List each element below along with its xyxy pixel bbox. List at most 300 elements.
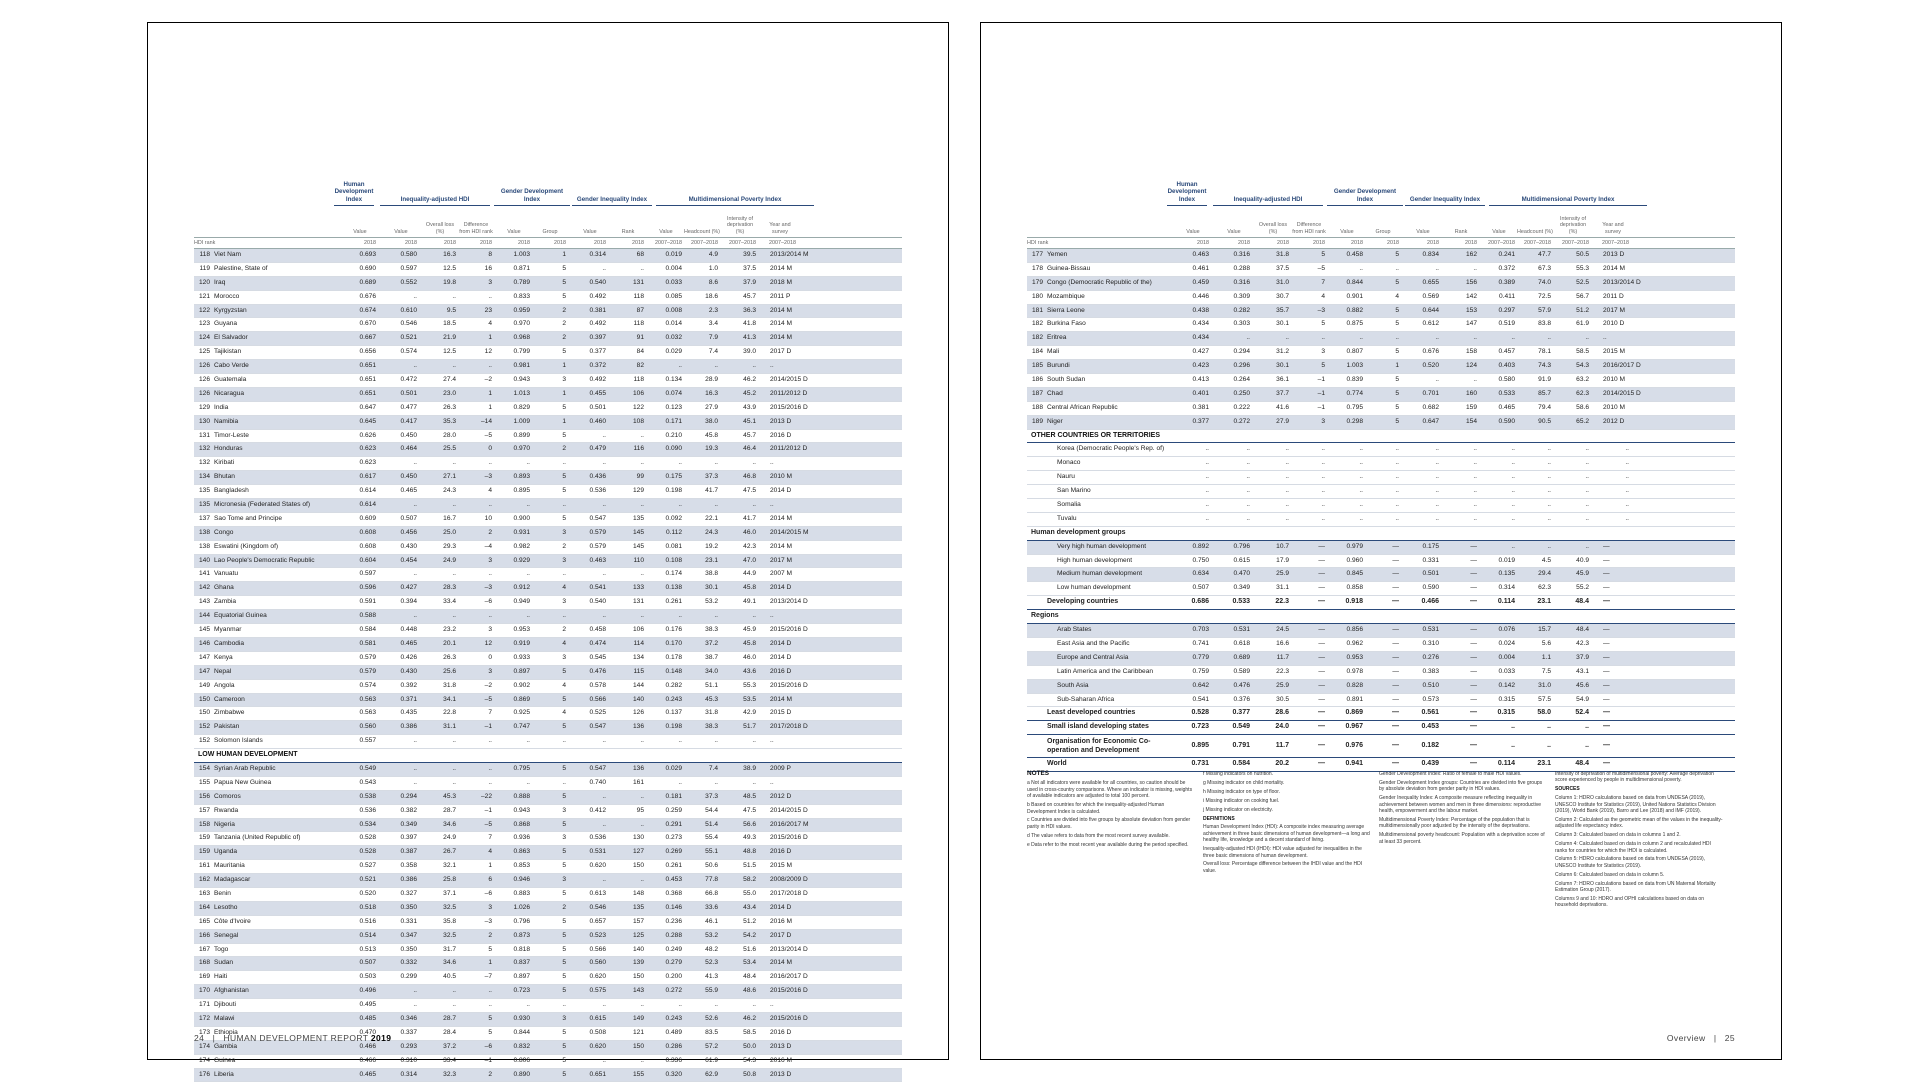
cell-value: 0.970 (513, 320, 530, 328)
cell-value: .. (1359, 487, 1363, 495)
cell-value: 54.3 (743, 1056, 756, 1064)
cell-value: 4 (562, 681, 566, 689)
cell-value: 28.7 (443, 1014, 456, 1022)
cell-value: 7.4 (708, 348, 718, 356)
cell-value: — (1392, 639, 1399, 647)
table-row (1027, 694, 1735, 708)
table-row (194, 944, 902, 958)
column-year: 2007–2018 (729, 239, 756, 246)
notes-section (1027, 771, 1735, 1036)
cell-value: .. (602, 876, 606, 884)
cell-value: 2017/2018 D (770, 889, 808, 897)
hdi-rank: 150 (198, 709, 210, 717)
cell-value: 47.7 (1538, 251, 1551, 258)
cell-value: 31.0 (1276, 278, 1289, 286)
column-year: 2018 (518, 239, 530, 246)
cell-value: 39.5 (743, 251, 756, 258)
cell-value: 0.448 (400, 626, 417, 634)
table-row (194, 707, 902, 721)
cell-value: 0.426 (400, 653, 417, 661)
cell-value: .. (488, 778, 492, 786)
country-name: Gambia (214, 1042, 238, 1050)
country-name: Madagascar (214, 876, 251, 884)
column-year: 2018 (1465, 239, 1477, 246)
hdi-rank: 134 (198, 473, 210, 481)
cell-value: 0.430 (400, 667, 417, 675)
table-row (194, 430, 902, 444)
cell-value: 0.004 (1498, 653, 1515, 661)
cell-value: 83.5 (705, 1028, 718, 1036)
cell-value: 5.6 (1541, 639, 1551, 647)
cell-value: 2 (562, 306, 566, 314)
cell-value: .. (1246, 334, 1250, 342)
cell-value: .. (452, 1001, 456, 1009)
cell-value: 0.521 (400, 334, 417, 342)
cell-value: .. (1625, 514, 1629, 522)
cell-value: — (1470, 542, 1477, 550)
cell-value: 0.029 (665, 764, 682, 772)
cell-value: 17.9 (1276, 556, 1289, 564)
cell-value: 8 (488, 251, 492, 258)
cell-value: 0.578 (589, 681, 606, 689)
cell-value: 31.1 (443, 723, 456, 731)
cell-value: 34.1 (443, 695, 456, 703)
cell-value: 0.612 (1422, 320, 1439, 328)
cell-value: .. (1473, 514, 1477, 522)
cell-value: .. (678, 501, 682, 509)
cell-value: 0.008 (665, 306, 682, 314)
cell-value: 0.651 (359, 362, 376, 370)
country-name: Sub-Saharan Africa (1057, 695, 1115, 703)
cell-value: 5 (562, 487, 566, 495)
cell-value: .. (602, 1001, 606, 1009)
cell-value: 55.1 (705, 848, 718, 856)
cell-value: 0.615 (1233, 556, 1250, 564)
section-label-text: OTHER COUNTRIES OR TERRITORIES (1031, 431, 1160, 439)
cell-value: .. (526, 737, 530, 745)
note-text: f Missing indicators on nutrition. (1203, 771, 1274, 777)
cell-value: 20.1 (443, 639, 456, 647)
cell-value: — (1392, 584, 1399, 592)
cell-value: 0.796 (1233, 542, 1250, 550)
cell-value: 0.902 (513, 681, 530, 689)
cell-value: .. (1359, 501, 1363, 509)
table-row (194, 930, 902, 944)
cell-value: 1 (488, 862, 492, 870)
cell-value: .. (1246, 514, 1250, 522)
cell-value: 0.651 (589, 1070, 606, 1078)
cell-value: 41.7 (743, 514, 756, 522)
cell-value: 20.2 (1275, 760, 1289, 768)
cell-value: .. (562, 1001, 566, 1009)
hdi-rank: 152 (198, 723, 210, 731)
cell-value: 0.591 (359, 598, 376, 606)
cell-value: 45.8 (705, 431, 718, 439)
cell-value: 18.5 (443, 320, 456, 328)
cell-value: 2014 M (770, 334, 792, 342)
cell-value: 0.818 (513, 945, 530, 953)
column-year: 2018 (444, 239, 456, 246)
hdi-rank: 173 (198, 1028, 210, 1036)
cell-value: 0.806 (513, 1056, 530, 1064)
cell-value: — (1470, 653, 1477, 661)
cell-value: 72.5 (1538, 292, 1551, 300)
cell-value: 0.837 (513, 959, 530, 967)
country-name: South Sudan (1047, 376, 1086, 384)
country-name: Malawi (214, 1014, 235, 1022)
cell-value: 0.288 (665, 931, 682, 939)
cell-value: 10.7 (1276, 542, 1289, 550)
cell-value: 18.6 (705, 292, 718, 300)
hdi-rank: 161 (198, 862, 210, 870)
cell-value: .. (526, 459, 530, 467)
cell-value: 0.024 (1498, 639, 1515, 647)
cell-value: 2011 D (1603, 292, 1624, 300)
cell-value: 5 (1395, 403, 1399, 411)
hdi-rank: 129 (198, 403, 210, 411)
cell-value: 0.241 (1498, 251, 1515, 258)
cell-value: 0.457 (1498, 348, 1515, 356)
cell-value: 27.1 (443, 473, 456, 481)
cell-value: 2012 D (1603, 417, 1625, 425)
cell-value: 2015 M (770, 862, 792, 870)
table-row (1027, 374, 1735, 388)
column-year: 2007–2018 (1524, 239, 1551, 246)
hdi-rank: 135 (198, 487, 210, 495)
cell-value: 7 (488, 834, 492, 842)
cell-value: 45.3 (443, 792, 456, 800)
cell-value: .. (714, 1001, 718, 1009)
cell-value: 0.081 (665, 542, 682, 550)
cell-value: .. (1547, 445, 1551, 453)
cell-value: 0.833 (513, 292, 530, 300)
cell-value: 51.1 (705, 681, 718, 689)
section-label (1027, 430, 1735, 444)
cell-value: .. (1511, 334, 1515, 342)
cell-value: 28.6 (1275, 709, 1289, 717)
cell-value: 2015 M (1603, 348, 1625, 356)
cell-value: .. (1435, 334, 1439, 342)
cell-value: 32.3 (443, 1070, 456, 1078)
cell-value: 0.465 (400, 639, 417, 647)
hdi-rank: 154 (198, 764, 210, 772)
cell-value: 0.492 (589, 320, 606, 328)
cell-value: 5 (562, 264, 566, 272)
cell-value: — (1603, 667, 1610, 675)
country-name: Tajikistan (214, 348, 242, 356)
country-name: Chad (1047, 389, 1063, 397)
cell-value: 0.513 (359, 945, 376, 953)
country-name: Uganda (214, 848, 238, 856)
aggregate-row (1027, 707, 1735, 721)
cell-value: .. (1585, 445, 1589, 453)
cell-value: — (1470, 723, 1477, 731)
cell-value: 0.315 (1497, 709, 1515, 717)
cell-value: 0.282 (1233, 306, 1250, 314)
cell-value: 0.525 (589, 709, 606, 717)
note-text: Column 3: Calculated based on data in columns 1 and 2. (1555, 832, 1681, 839)
column-sub-header: Value (353, 228, 367, 235)
table-row (194, 735, 902, 749)
cell-value: 3 (488, 556, 492, 564)
cell-value: .. (770, 778, 774, 786)
country-name: Haiti (214, 973, 228, 981)
cell-value: .. (640, 820, 644, 828)
note-text: d The value refers to data from the most recent survey available. (1027, 832, 1170, 839)
cell-value: 0.350 (400, 903, 417, 911)
column-group-header: Gender Inequality Index (1405, 155, 1485, 206)
cell-value: 23.0 (443, 389, 456, 397)
cell-value: 0.170 (665, 639, 682, 647)
cell-value: .. (1321, 487, 1325, 495)
cell-value: 61.9 (705, 1056, 718, 1064)
cell-value: 0.546 (400, 320, 417, 328)
note-text: Gender Development Index: Ratio of female to male HDI values. (1379, 771, 1522, 777)
cell-value: 30.1 (705, 584, 718, 592)
cell-value: — (1318, 584, 1325, 592)
cell-value: 0.310 (400, 1056, 417, 1064)
column-year: 2007–2018 (655, 239, 682, 246)
cell-value: .. (770, 362, 774, 370)
cell-value: 0.472 (400, 376, 417, 384)
cell-value: .. (602, 612, 606, 620)
table-row (194, 596, 902, 610)
table-row (194, 805, 902, 819)
cell-value: 34.6 (443, 959, 456, 967)
cell-value: .. (1585, 514, 1589, 522)
cell-value: 0.536 (359, 806, 376, 814)
cell-value: 0.314 (1498, 584, 1515, 592)
cell-value: 0.959 (513, 306, 530, 314)
table-row (1027, 582, 1735, 596)
cell-value: 42.3 (1576, 639, 1589, 647)
cell-value: .. (1625, 459, 1629, 467)
note-text: Column 5: HDRO calculations based on data from UNDESA (2019), UNESCO Institute for Statistics (2019). (1555, 856, 1706, 869)
cell-value: 58.5 (743, 1028, 756, 1036)
cell-value: 53.2 (705, 598, 718, 606)
cell-value: 2013/2014 D (770, 945, 808, 953)
cell-value: .. (488, 362, 492, 370)
cell-value: 37.5 (743, 264, 756, 272)
cell-value: .. (1585, 742, 1589, 750)
cell-value: 48.5 (743, 792, 756, 800)
cell-value: 24.3 (705, 528, 718, 536)
country-name: Equatorial Guinea (214, 612, 267, 620)
cell-value: 2 (488, 931, 492, 939)
cell-value: 0.466 (1421, 598, 1439, 606)
country-name: Sao Tome and Principe (214, 514, 283, 522)
cell-value: .. (1285, 445, 1289, 453)
cell-value: 0.463 (1192, 251, 1209, 258)
cell-value: 28.3 (443, 584, 456, 592)
country-name: Sudan (214, 959, 234, 967)
note-text: h Missing indicator on type of floor. (1203, 788, 1280, 795)
cell-value: — (1603, 542, 1610, 550)
cell-value: 159 (1465, 403, 1477, 411)
cell-value: 2015/2016 D (770, 1014, 808, 1022)
hdi-rank: 130 (198, 417, 210, 425)
cell-value: 0.496 (359, 987, 376, 995)
cell-value: 2015/2016 D (770, 681, 808, 689)
cell-value: .. (1511, 445, 1515, 453)
table-row (194, 388, 902, 402)
cell-value: 0.019 (1498, 556, 1515, 564)
cell-value: 140 (632, 695, 644, 703)
cell-value: 16.3 (705, 389, 718, 397)
cell-value: 0.470 (1233, 570, 1250, 578)
cell-value: 0.580 (400, 251, 417, 258)
cell-value: 2010 M (1603, 376, 1625, 384)
cell-value: –1 (1317, 376, 1325, 384)
cell-value: .. (413, 1001, 417, 1009)
country-name: Guyana (214, 320, 238, 328)
page-number: 25 (1724, 1033, 1735, 1043)
cell-value: 2014 M (770, 264, 792, 272)
cell-value: 0.458 (1346, 251, 1363, 258)
cell-value: –5 (484, 820, 492, 828)
cell-value: 0.485 (359, 1014, 376, 1022)
cell-value: .. (1603, 334, 1607, 342)
cell-value: 5 (562, 764, 566, 772)
cell-value: 0.574 (359, 681, 376, 689)
cell-value: 2016 D (770, 848, 792, 856)
column-sub-header: Headcount (%) (1517, 228, 1553, 235)
cell-value: 0.536 (589, 834, 606, 842)
cell-value: 0.740 (589, 778, 606, 786)
cell-value: 55.9 (705, 987, 718, 995)
cell-value: 5 (1395, 278, 1399, 286)
cell-value: — (1392, 570, 1399, 578)
hdi-rank: 140 (198, 556, 210, 564)
cell-value: .. (1395, 501, 1399, 509)
cell-value: 0.597 (400, 264, 417, 272)
cell-value: 3.4 (708, 320, 718, 328)
cell-value: .. (1246, 459, 1250, 467)
column-group-header: Human Development Index (1167, 155, 1207, 206)
cell-value: 2014 M (770, 695, 792, 703)
cell-value: .. (1585, 473, 1589, 481)
cell-value: 0.436 (589, 473, 606, 481)
cell-value: 2014/2015 D (770, 376, 808, 384)
cell-value: 37.2 (705, 639, 718, 647)
cell-value: 45.1 (743, 417, 756, 425)
country-name: Vanuatu (214, 570, 239, 578)
cell-value: .. (1359, 334, 1363, 342)
cell-value: 45.9 (743, 626, 756, 634)
cell-value: 0.446 (1192, 292, 1209, 300)
cell-value: .. (1435, 514, 1439, 522)
cell-value: 53.5 (743, 695, 756, 703)
cell-value: 5 (1395, 320, 1399, 328)
cell-value: 0.899 (513, 431, 530, 439)
cell-value: 0.516 (359, 917, 376, 925)
cell-value: .. (413, 987, 417, 995)
cell-value: 0.137 (665, 709, 682, 717)
cell-value: .. (678, 362, 682, 370)
cell-value: 0.222 (1233, 403, 1250, 411)
cell-value: .. (1585, 334, 1589, 342)
cell-value: 0.614 (359, 501, 376, 509)
cell-value: 0.178 (665, 653, 682, 661)
cell-value: 2011/2012 D (770, 445, 808, 453)
cell-value: 2015 D (770, 709, 792, 717)
cell-value: 21.9 (443, 334, 456, 342)
country-rows (194, 249, 902, 1082)
cell-value: 62.3 (1576, 389, 1589, 397)
cell-value: 2013 D (770, 417, 792, 425)
country-name: Europe and Central Asia (1057, 653, 1129, 661)
cell-value: — (1392, 760, 1399, 768)
cell-value: 0.381 (1192, 403, 1209, 411)
cell-value: 118 (633, 292, 644, 300)
cell-value: 5 (1395, 417, 1399, 425)
cell-value: 0.918 (1345, 598, 1363, 606)
cell-value: 0.689 (1233, 653, 1250, 661)
cell-value: .. (640, 431, 644, 439)
cell-value: 4.5 (1541, 556, 1551, 564)
cell-value: .. (1321, 501, 1325, 509)
cell-value: .. (1511, 459, 1515, 467)
cell-value: –2 (484, 681, 492, 689)
cell-value: 31.8 (705, 709, 718, 717)
cell-value: 0.845 (1346, 570, 1363, 578)
cell-value: 0.336 (665, 1056, 682, 1064)
hdi-rank: 126 (198, 376, 210, 384)
table-row (194, 291, 902, 305)
cell-value: .. (640, 792, 644, 800)
cell-value: 0.264 (1233, 376, 1250, 384)
cell-value: 31.8 (1276, 251, 1289, 258)
cell-value: 0.869 (513, 695, 530, 703)
cell-value: 2016 D (770, 431, 792, 439)
cell-value: 4.9 (708, 251, 718, 258)
column-year: 2018 (480, 239, 492, 246)
cell-value: .. (452, 292, 456, 300)
cell-value: 87 (636, 306, 644, 314)
cell-value: — (1318, 709, 1325, 717)
cell-value: 0.288 (1233, 264, 1250, 272)
cell-value: 48.6 (743, 987, 756, 995)
cell-value: .. (1625, 487, 1629, 495)
cell-value: 4 (488, 320, 492, 328)
note-text: a Not all indicators were available for all countries, so caution should be used in cross-country comparisons. Where an indicator is missing, weights of available indicators are adjusted to total 100 percent. (1027, 780, 1193, 800)
country-name: Somalia (1057, 501, 1081, 509)
cell-value: 0.557 (359, 737, 376, 745)
cell-value: 34.6 (443, 820, 456, 828)
cell-value: 0.888 (513, 792, 530, 800)
cell-value: .. (1321, 514, 1325, 522)
cell-value: 0.466 (359, 1056, 376, 1064)
cell-value: 2014 M (770, 542, 792, 550)
cell-value: 0.618 (1233, 639, 1250, 647)
cell-value: 0.579 (589, 542, 606, 550)
cell-value: .. (452, 501, 456, 509)
cell-value: 45.7 (743, 292, 756, 300)
cell-value: — (1470, 742, 1477, 750)
cell-value: –5 (484, 431, 492, 439)
cell-value: 139 (632, 959, 644, 967)
cell-value: 0.538 (359, 792, 376, 800)
note-text: Human Development Index (HDI): A composite index measuring average achievement in three basic dimensions of human development—a long and healthy life, knowledge and a decent standard of living. (1203, 824, 1370, 844)
cell-value: .. (1473, 459, 1477, 467)
cell-value: — (1470, 626, 1477, 634)
column-sub-header: Rank (621, 228, 635, 235)
cell-value: — (1392, 653, 1399, 661)
table-row (194, 443, 902, 457)
cell-value: 2017 M (1603, 306, 1625, 314)
cell-value: 45.3 (705, 695, 718, 703)
country-name: Nigeria (214, 820, 235, 828)
